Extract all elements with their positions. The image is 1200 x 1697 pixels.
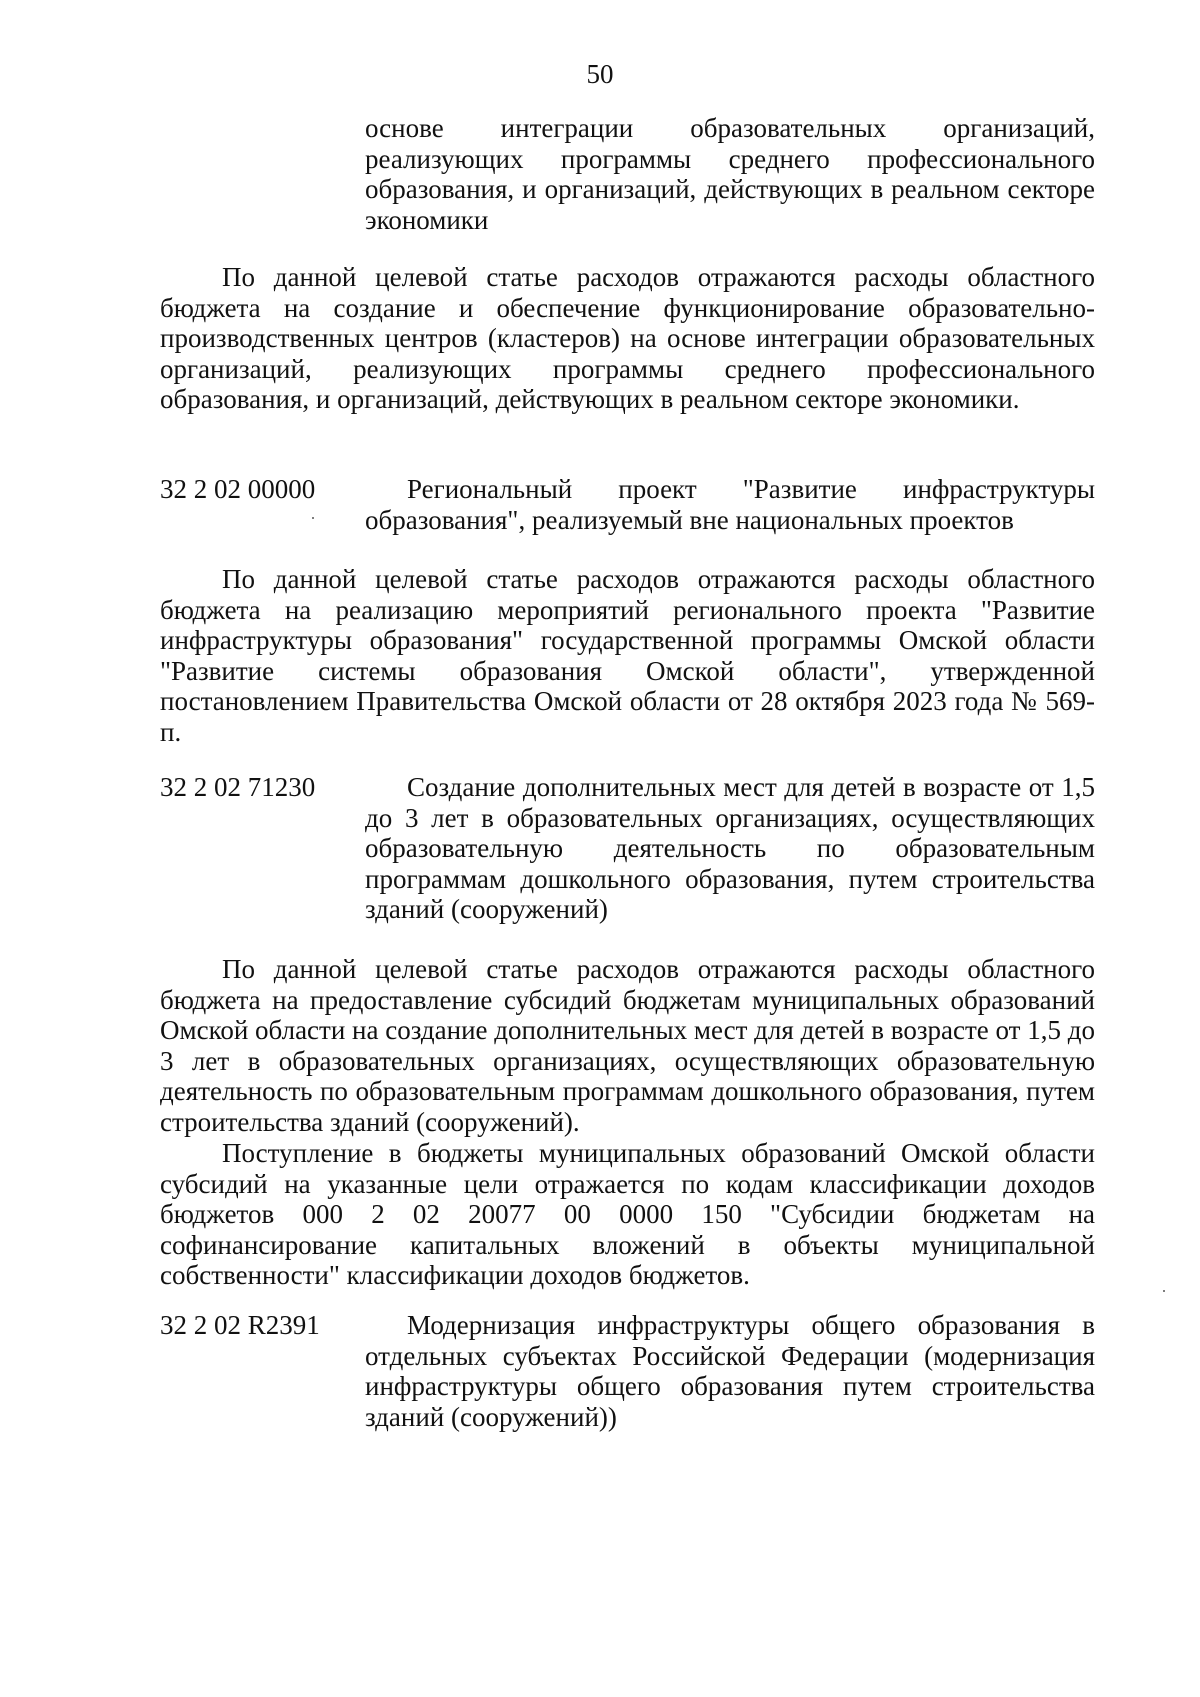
- classification-code: 32 2 02 00000: [160, 474, 316, 504]
- scan-speck: [312, 517, 314, 519]
- section-title: Создание дополнительных мест для детей в возрасте от 1,5 до 3 лет в образовательных организациях, осуществляющих образовательную деятельность по образовательным программам дошкольного образования, путем строительства зданий (сооружений): [365, 772, 1095, 925]
- classification-code: 32 2 02 R2391: [160, 1310, 320, 1340]
- scan-speck: [1163, 1290, 1165, 1292]
- page-number: 50: [586, 59, 614, 89]
- section-title: Региональный проект "Развитие инфраструктуры образования", реализуемый вне национальных проектов: [365, 474, 1095, 535]
- section-title: Модернизация инфраструктуры общего образования в отдельных субъектах Российской Федерации (модернизация инфраструктуры общего образования путем строительства зданий (сооружений)): [365, 1310, 1095, 1432]
- classification-code: 32 2 02 71230: [160, 772, 316, 802]
- paragraph: Поступление в бюджеты муниципальных образований Омской области субсидий на указанные цели отражается по кодам классификации доходов бюджетов 000 2 02 20077 00 0000 150 "Субсидии бюджетам на софинансирование капитальных вложений в объекты муниципальной собственности" классификации доходов бюджетов.: [160, 1138, 1095, 1291]
- paragraph: По данной целевой статье расходов отражаются расходы областного бюджета на реализацию мероприятий регионального проекта "Развитие инфраструктуры образования" государственной программы Омской области "Развитие системы образования Омской области", утвержденной постановлением Правительства Омской области от 28 октября 2023 года № 569-п.: [160, 564, 1095, 747]
- paragraph: По данной целевой статье расходов отражаются расходы областного бюджета на предоставление субсидий бюджетам муниципальных образований Омской области на создание дополнительных мест для детей в возрасте от 1,5 до 3 лет в образовательных организациях, осуществляющих образовательную деятельность по образовательным программам дошкольного образования, путем строительства зданий (сооружений).: [160, 954, 1095, 1137]
- section-title-continued: основе интеграции образовательных организаций, реализующих программы среднего профессионального образования, и организаций, действующих в реальном секторе экономики: [365, 113, 1095, 235]
- paragraph: По данной целевой статье расходов отражаются расходы областного бюджета на создание и обеспечение функционирование образовательно-производственных центров (кластеров) на основе интеграции образовательных организаций, реализующих программы среднего профессионального образования, и организаций, действующих в реальном секторе экономики.: [160, 262, 1095, 415]
